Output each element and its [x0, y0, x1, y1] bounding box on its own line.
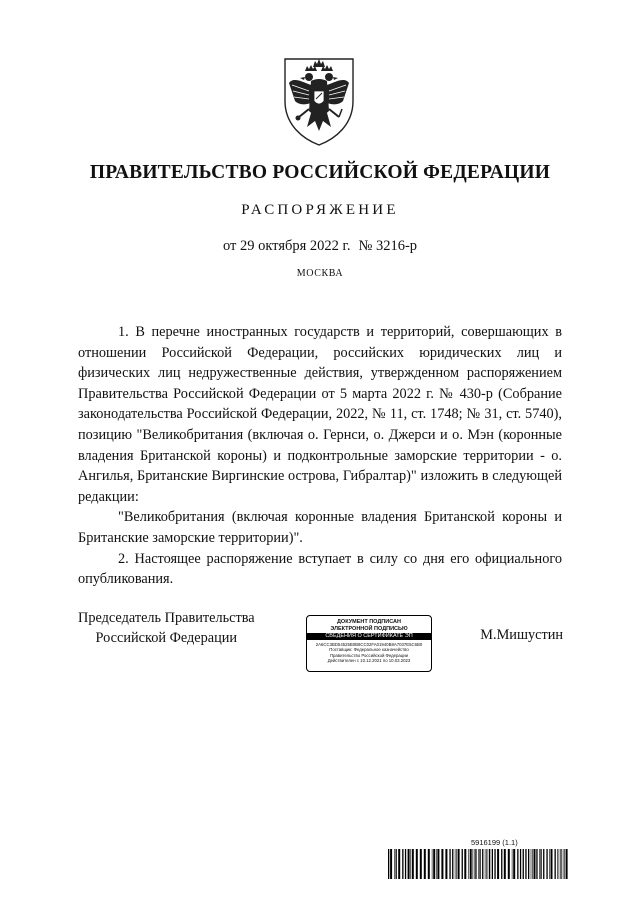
date-line [0, 238, 640, 255]
stamp-line-2: ЭЛЕКТРОННОЙ ПОДПИСЬЮ [330, 625, 408, 632]
document-date: от 29 октября 2022 г. [222, 238, 351, 254]
stamp-line-1: ДОКУМЕНТ ПОДПИСАН [337, 619, 401, 625]
stamp-issuer: Поставщик: Федеральное казначейство [329, 647, 409, 653]
signatory-position [78, 608, 255, 648]
document-body [78, 322, 562, 590]
stamp-validity: Действителен с 10.12.2021 по 10.03.2023 [327, 658, 411, 664]
stamp-owner: Правительство Российской Федерации [329, 652, 409, 658]
electronic-signature-stamp [306, 615, 432, 672]
paragraph-2: "Великобритания (включая коронные владения Британской короны и Британские заморские территории)". [78, 509, 562, 546]
paragraph-3: 2. Настоящее распоряжение вступает в силу со дня его официального опубликования. [78, 550, 562, 588]
barcode [388, 849, 568, 879]
government-title: ПРАВИТЕЛЬСТВО РОССИЙСКОЙ ФЕДЕРАЦИИ [89, 162, 551, 183]
document-number: № 3216-р [358, 238, 418, 254]
signatory-name: М.Мишустин [480, 627, 563, 643]
city: МОСКВА [296, 268, 344, 279]
coat-of-arms-icon [279, 55, 359, 147]
paragraph-1: 1. В перечне иностранных государств и территорий, совершающих в отношении Российской Федерации, российских юридических лиц и физических лиц недружественные действия, утвержденном распоряжением Правительства Российской Федерации от 5 марта 2022 г. № 430-р (Собрание законодательства Российской Федерации, 2022, № 11, ст. 1748; № 31, ст. 5740), позицию "Великобритания (включая о. Гернси, о. Джерси и о. Мэн (коронные владения Британской короны) и подконтрольные заморские территории - о. Ангилья, Британские Виргинские острова, Гибралтар)" изложить в следующей редакции: [78, 324, 562, 505]
document-type: РАСПОРЯЖЕНИЕ [241, 202, 399, 218]
stamp-certificate-id: 2A6CC3BD54525B0B8CC02FA01940B8A7037E5C6B0 [315, 642, 423, 647]
barcode-number: 5916199 (1.1) [471, 838, 518, 847]
stamp-certificate-header: СВЕДЕНИЯ О СЕРТИФИКАТЕ ЭП [307, 633, 431, 640]
signatory-position-line-2: Российской Федерации [95, 630, 238, 646]
signatory-position-line-1: Председатель Правительства [78, 610, 255, 626]
